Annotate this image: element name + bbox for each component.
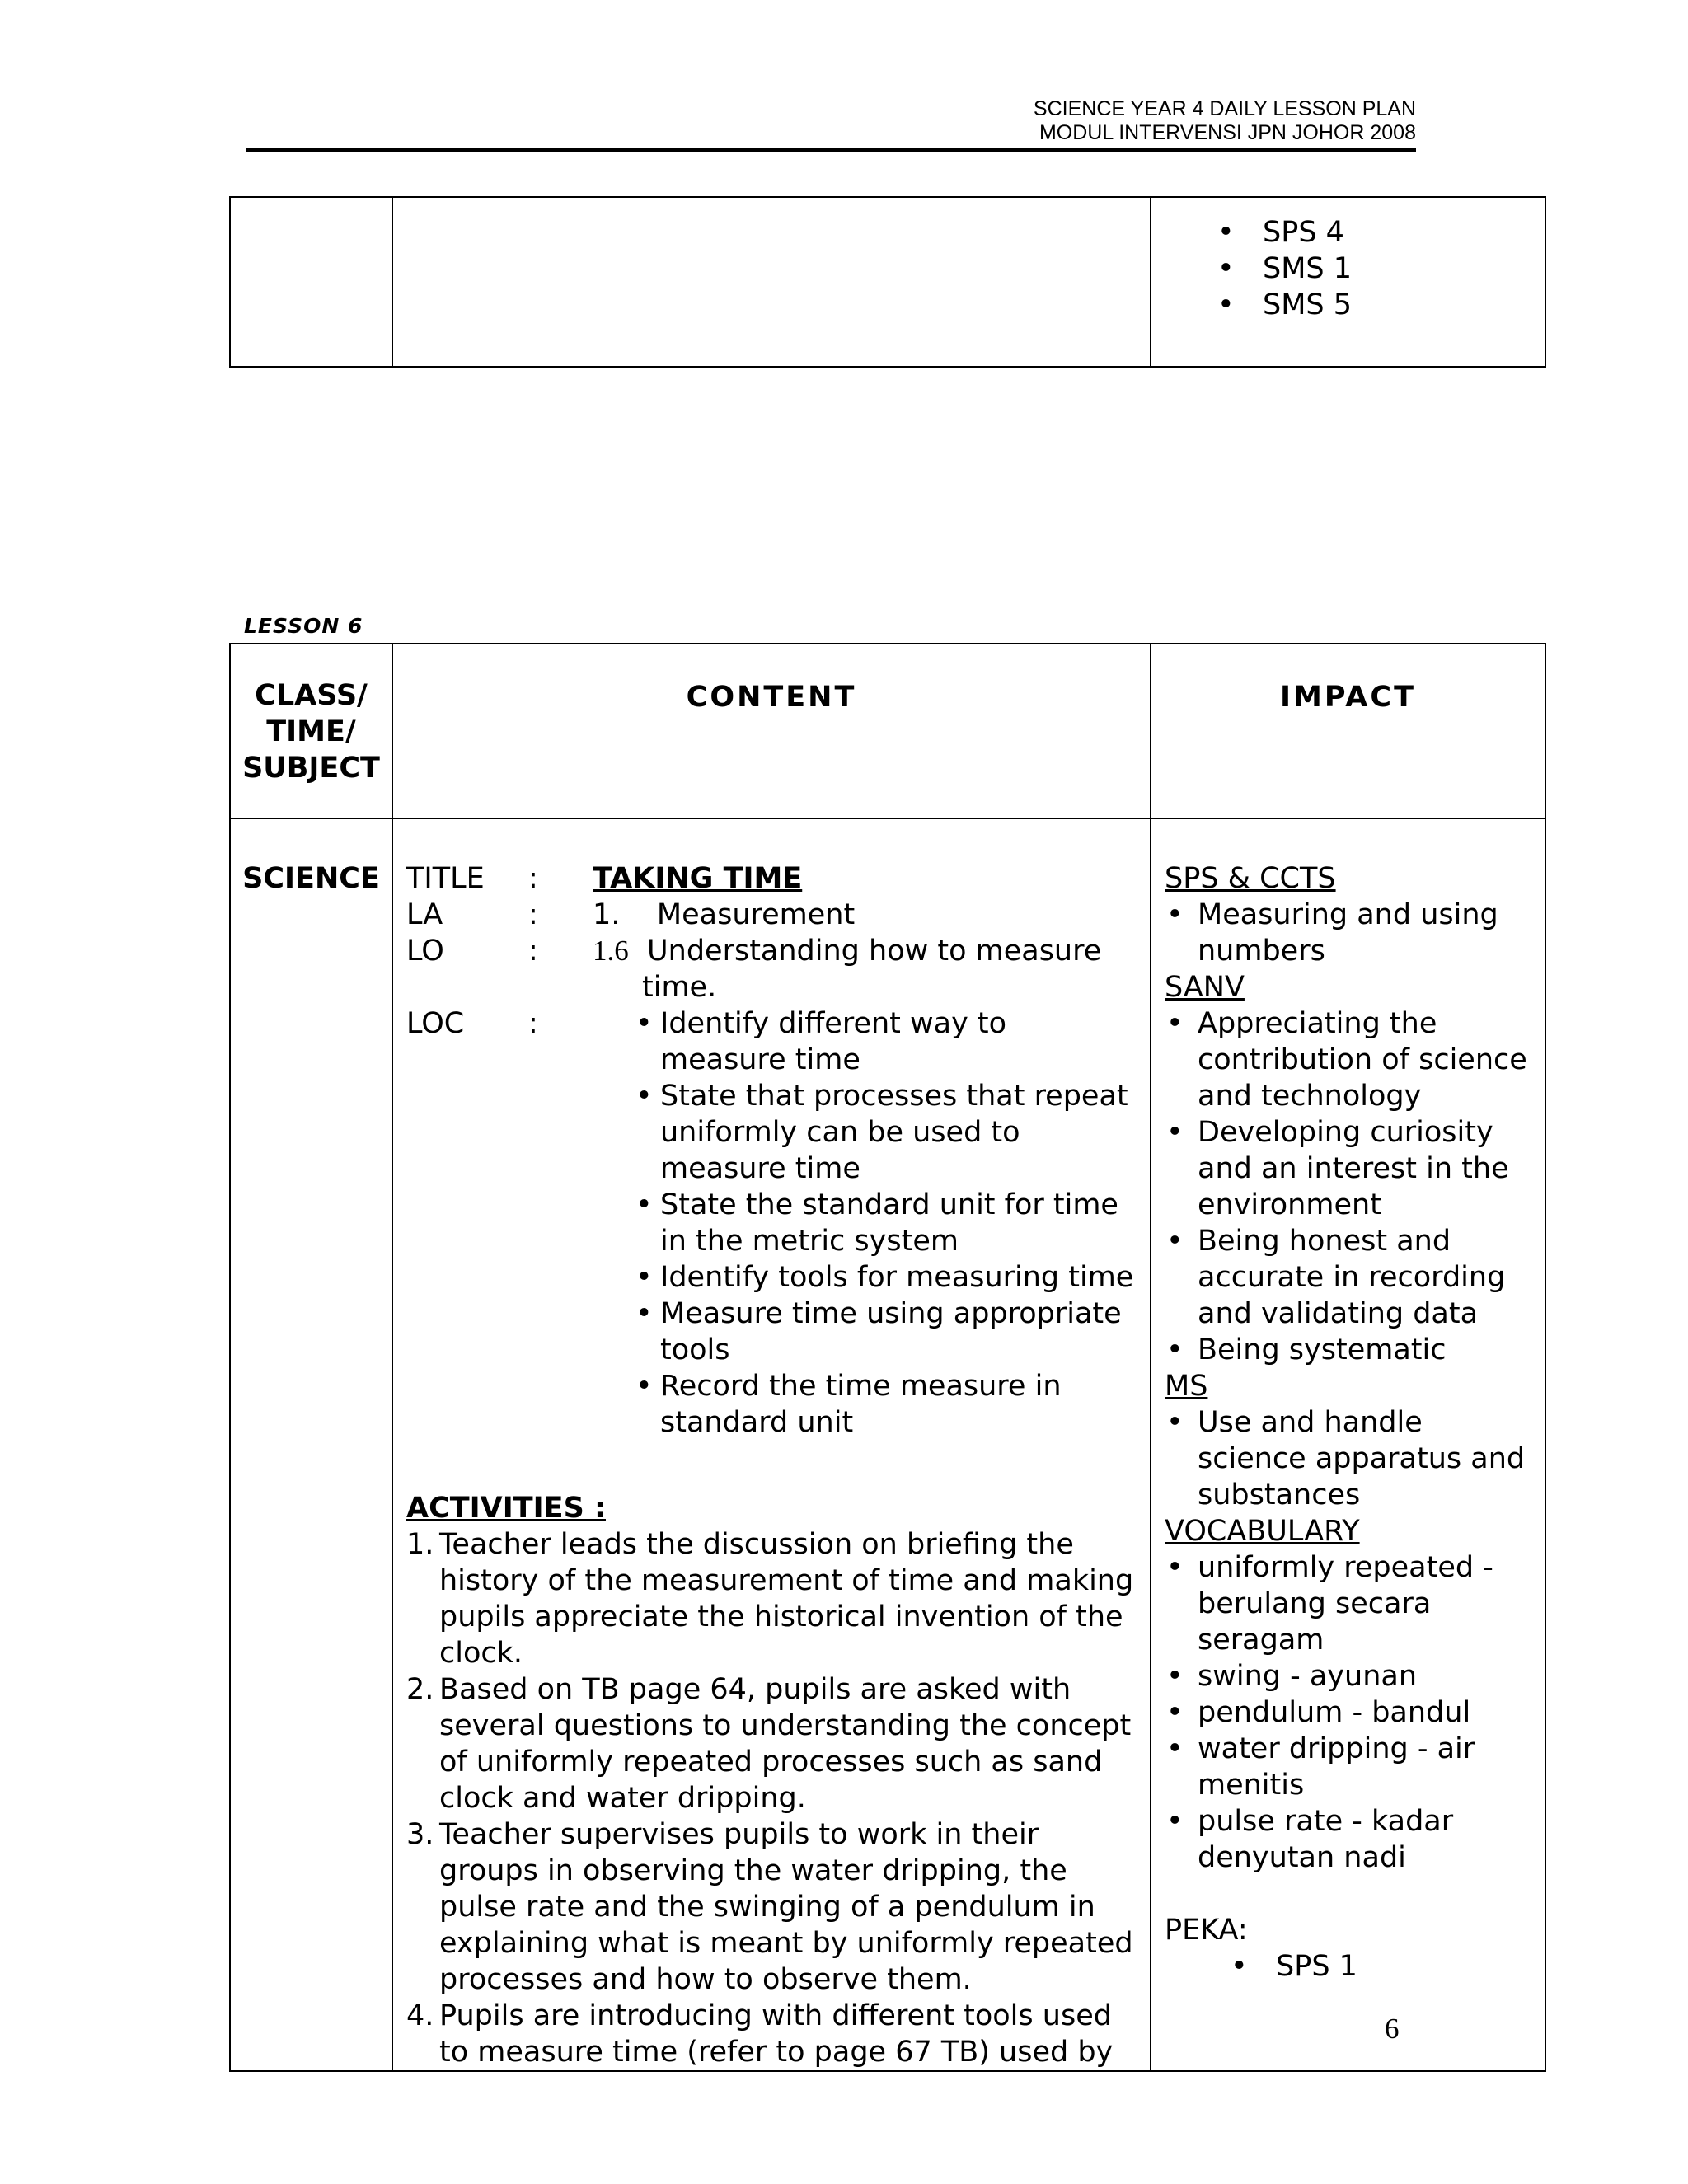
- item-text: Teacher leads the discussion on briefing the history of the measurement of time and making pupils appreciate the historical invention of the clock.: [439, 1528, 1134, 1670]
- continued-class-cell: [230, 197, 392, 367]
- list-item: • Record the time measure in standard unit: [660, 1368, 1137, 1441]
- list-item: [406, 1998, 1137, 2070]
- class-time-subject-header: [230, 644, 392, 818]
- list-item: • water dripping - air menitis: [1165, 1731, 1536, 1803]
- list-item: • pendulum - bandul: [1165, 1694, 1536, 1731]
- lesson-table: [229, 643, 1546, 2072]
- list-item: [406, 1526, 1137, 1671]
- item-number: 4.: [406, 1999, 434, 2032]
- peka-list: [1165, 1948, 1536, 1985]
- lo-field: [406, 933, 1137, 969]
- item-text: Based on TB page 64, pupils are asked with several questions to understanding the concept of uniformly repeated processes such as sand clock and water dripping.: [439, 1673, 1132, 1815]
- header-row: [230, 644, 1545, 818]
- list-item: • swing - ayunan: [1165, 1658, 1536, 1694]
- lo-continuation: time.: [642, 971, 717, 1004]
- sps-heading: SPS & CCTS: [1165, 862, 1336, 895]
- lesson-label: LESSON 6: [244, 614, 363, 638]
- la-label: LA: [406, 898, 443, 931]
- content-header: CONTENT: [392, 644, 1151, 818]
- list-item: • SMS 5: [1151, 287, 1545, 323]
- lesson-row: [230, 818, 1545, 2071]
- title-label: TITLE: [406, 862, 485, 895]
- loc-list: [406, 1005, 1137, 1441]
- peka-heading: PEKA:: [1165, 1914, 1248, 1947]
- activities-list: [406, 1526, 1137, 2070]
- list-item: • Identify tools for measuring time: [660, 1259, 1137, 1296]
- continued-impact-cell: [1151, 197, 1545, 367]
- list-item: • Measuring and using numbers: [1165, 897, 1536, 969]
- continued-content-cell: [392, 197, 1151, 367]
- list-item: • Measure time using appropriate tools: [660, 1296, 1137, 1368]
- header-text: CLASS/: [255, 679, 368, 712]
- lo-label: LO: [406, 935, 444, 968]
- impact-cell: [1151, 818, 1545, 2071]
- list-item: • uniformly repeated - berulang secara seragam: [1165, 1549, 1536, 1658]
- list-item: • Being systematic: [1165, 1332, 1536, 1368]
- list-item: [406, 1816, 1137, 1998]
- list-item: • SPS 4: [1151, 214, 1545, 251]
- continued-impact-list: [1151, 214, 1545, 323]
- lo-number: 1.6: [593, 935, 629, 967]
- header-rule: [246, 148, 1416, 152]
- colon: :: [528, 862, 538, 895]
- document-header: [246, 97, 1416, 145]
- list-item: [406, 1671, 1137, 1816]
- list-item: • Developing curiosity and an interest in the environment: [1165, 1114, 1536, 1223]
- list-item: • State that processes that repeat uniformly can be used to measure time: [660, 1078, 1137, 1187]
- list-item: • Use and handle science apparatus and substances: [1165, 1404, 1536, 1513]
- list-item: • Being honest and accurate in recording and validating data: [1165, 1223, 1536, 1332]
- list-item: • SPS 1: [1165, 1948, 1536, 1985]
- ms-list: [1165, 1404, 1536, 1513]
- loc-label: LOC: [406, 1007, 465, 1040]
- header-line-2: MODUL INTERVENSI JPN JOHOR 2008: [1039, 121, 1416, 144]
- lo-text: Understanding how to measure: [647, 935, 1102, 968]
- item-number: 3.: [406, 1818, 434, 1851]
- item-text: Pupils are introducing with different tools used to measure time (refer to page 67 TB) used by: [439, 1999, 1114, 2069]
- activities-heading: ACTIVITIES :: [406, 1492, 606, 1525]
- impact-header: IMPACT: [1151, 644, 1545, 818]
- vocabulary-heading: VOCABULARY: [1165, 1515, 1360, 1548]
- content-cell: [392, 818, 1151, 2071]
- lo-value: [593, 933, 1101, 969]
- sps-list: [1165, 897, 1536, 969]
- item-number: 2.: [406, 1673, 434, 1706]
- ms-heading: MS: [1165, 1370, 1208, 1403]
- la-field: [406, 897, 1137, 933]
- item-number: 1.: [406, 1528, 434, 1561]
- la-value: [593, 897, 855, 933]
- list-item: • Appreciating the contribution of science and technology: [1165, 1005, 1536, 1114]
- list-item: • Identify different way to measure time: [660, 1005, 1137, 1078]
- header-text: TIME/: [266, 715, 356, 748]
- item-text: Teacher supervises pupils to work in their groups in observing the water dripping, the pulse rate and the swinging of a pendulum in explaining what is meant by uniformly repeated processes and how to observe them.: [439, 1818, 1133, 1996]
- list-item: • State the standard unit for time in the metric system: [660, 1187, 1137, 1259]
- vocabulary-list: [1165, 1549, 1536, 1876]
- sanv-list: [1165, 1005, 1536, 1368]
- sanv-heading: SANV: [1165, 971, 1245, 1004]
- la-text: Measurement: [656, 898, 856, 931]
- list-item: • SMS 1: [1151, 251, 1545, 287]
- list-item: • pulse rate - kadar denyutan nadi: [1165, 1803, 1536, 1876]
- colon: :: [528, 935, 538, 968]
- title-field: [406, 860, 1137, 897]
- page-number: 6: [1385, 2013, 1400, 2045]
- la-number: 1.: [593, 898, 621, 931]
- header-line-1: SCIENCE YEAR 4 DAILY LESSON PLAN: [1033, 97, 1416, 120]
- continued-table: [229, 196, 1546, 368]
- subject-cell: SCIENCE: [230, 818, 392, 2071]
- header-text: SUBJECT: [242, 752, 380, 785]
- colon: :: [528, 1007, 538, 1040]
- lesson-title: TAKING TIME: [593, 862, 803, 895]
- colon: :: [528, 898, 538, 931]
